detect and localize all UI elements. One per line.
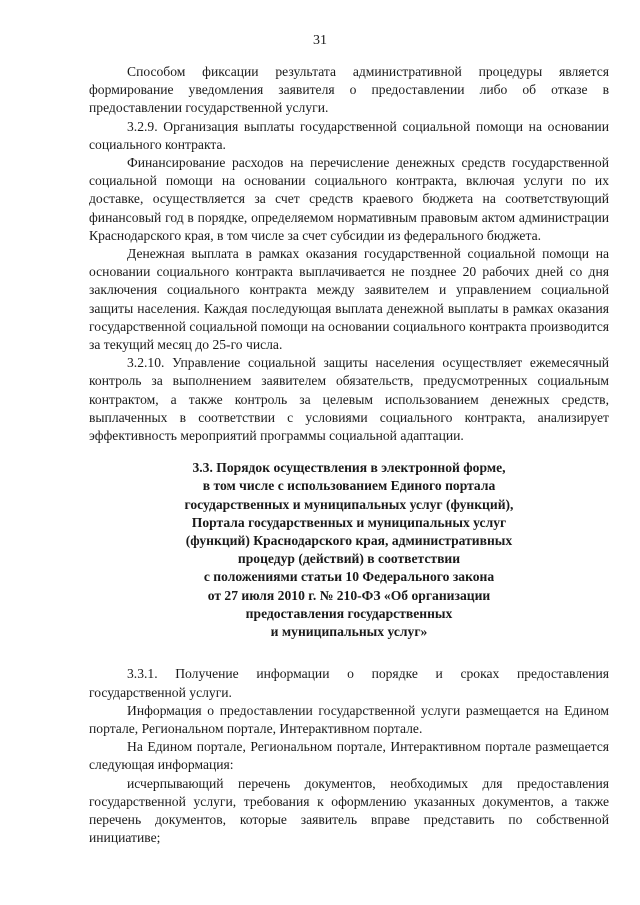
section-heading [89,459,609,641]
paragraph: Информация о предоставлении государственной услуги размещается на Едином портале, Региональном портале, Интерактивном портале. [89,702,609,736]
document-body [89,63,609,847]
paragraph: исчерпывающий перечень документов, необходимых для предоставления государственной услуги, требования к оформлению указанных документов, а также перечень документов, которые заявитель вправе представить по собственной инициативе; [89,775,609,846]
paragraph: 3.3.1. Получение информации о порядке и сроках предоставления государственной услуги. [89,666,609,700]
heading-line: предоставления государственных [245,605,453,621]
paragraph: Финансирование расходов на перечисление денежных средств государственной социальной помощи на основании социального контракта, включая услуги по их доставке, осуществляется за счет средств краевого бюджета на соответствующий финансовый год в порядке, определяемом нормативным правовым актом администрации Краснодарского края, в том числе за счет субсидии из федерального бюджета. [89,155,609,243]
heading-line: и муниципальных услуг» [270,624,428,640]
heading-line: Портала государственных и муниципальных услуг [191,514,507,530]
paragraph: Денежная выплата в рамках оказания государственной социальной помощи на основании социального контракта выплачивается не позднее 20 рабочих дней со дня заключения социального контракта между заявителем и управлением социальной защиты населения. Каждая последующая выплата денежной выплаты в рамках оказания государственной социальной помощи на основании социального контракта производится за текущий месяц до 25-го числа. [89,246,609,353]
paragraph: 3.2.9. Организация выплаты государственной социальной помощи на основании социального контракта. [89,118,609,152]
paragraph: 3.2.10. Управление социальной защиты населения осуществляет ежемесячный контроль за выполнением заявителем обязательств, предусмотренных социальным контрактом, а также контроль за целевым использованием денежных средств, выплаченных в соответствии с условиями социального контракта, анализирует эффективность мероприятий программы социальной адаптации. [89,355,609,444]
heading-line: в том числе с использованием Единого портала [202,478,496,494]
heading-line: 3.3. Порядок осуществления в электронной форме, [192,460,506,476]
heading-line: (функций) Краснодарского края, административных [185,533,513,549]
heading-spacer [89,655,609,665]
paragraph: Способом фиксации результата административной процедуры является формирование уведомления заявителя о предоставлении либо об отказе в предоставлении государственной услуги. [89,64,609,116]
paragraph: На Едином портале, Региональном портале, Интерактивном портале размещается следующая информация: [89,739,609,773]
page-number: 31 [313,33,327,48]
heading-line: государственных и муниципальных услуг (функций), [184,496,514,512]
heading-line: от 27 июля 2010 г. № 210-ФЗ «Об организации [207,587,491,603]
heading-line: с положениями статьи 10 Федерального закона [203,569,495,585]
heading-line: процедур (действий) в соответствии [237,551,461,567]
